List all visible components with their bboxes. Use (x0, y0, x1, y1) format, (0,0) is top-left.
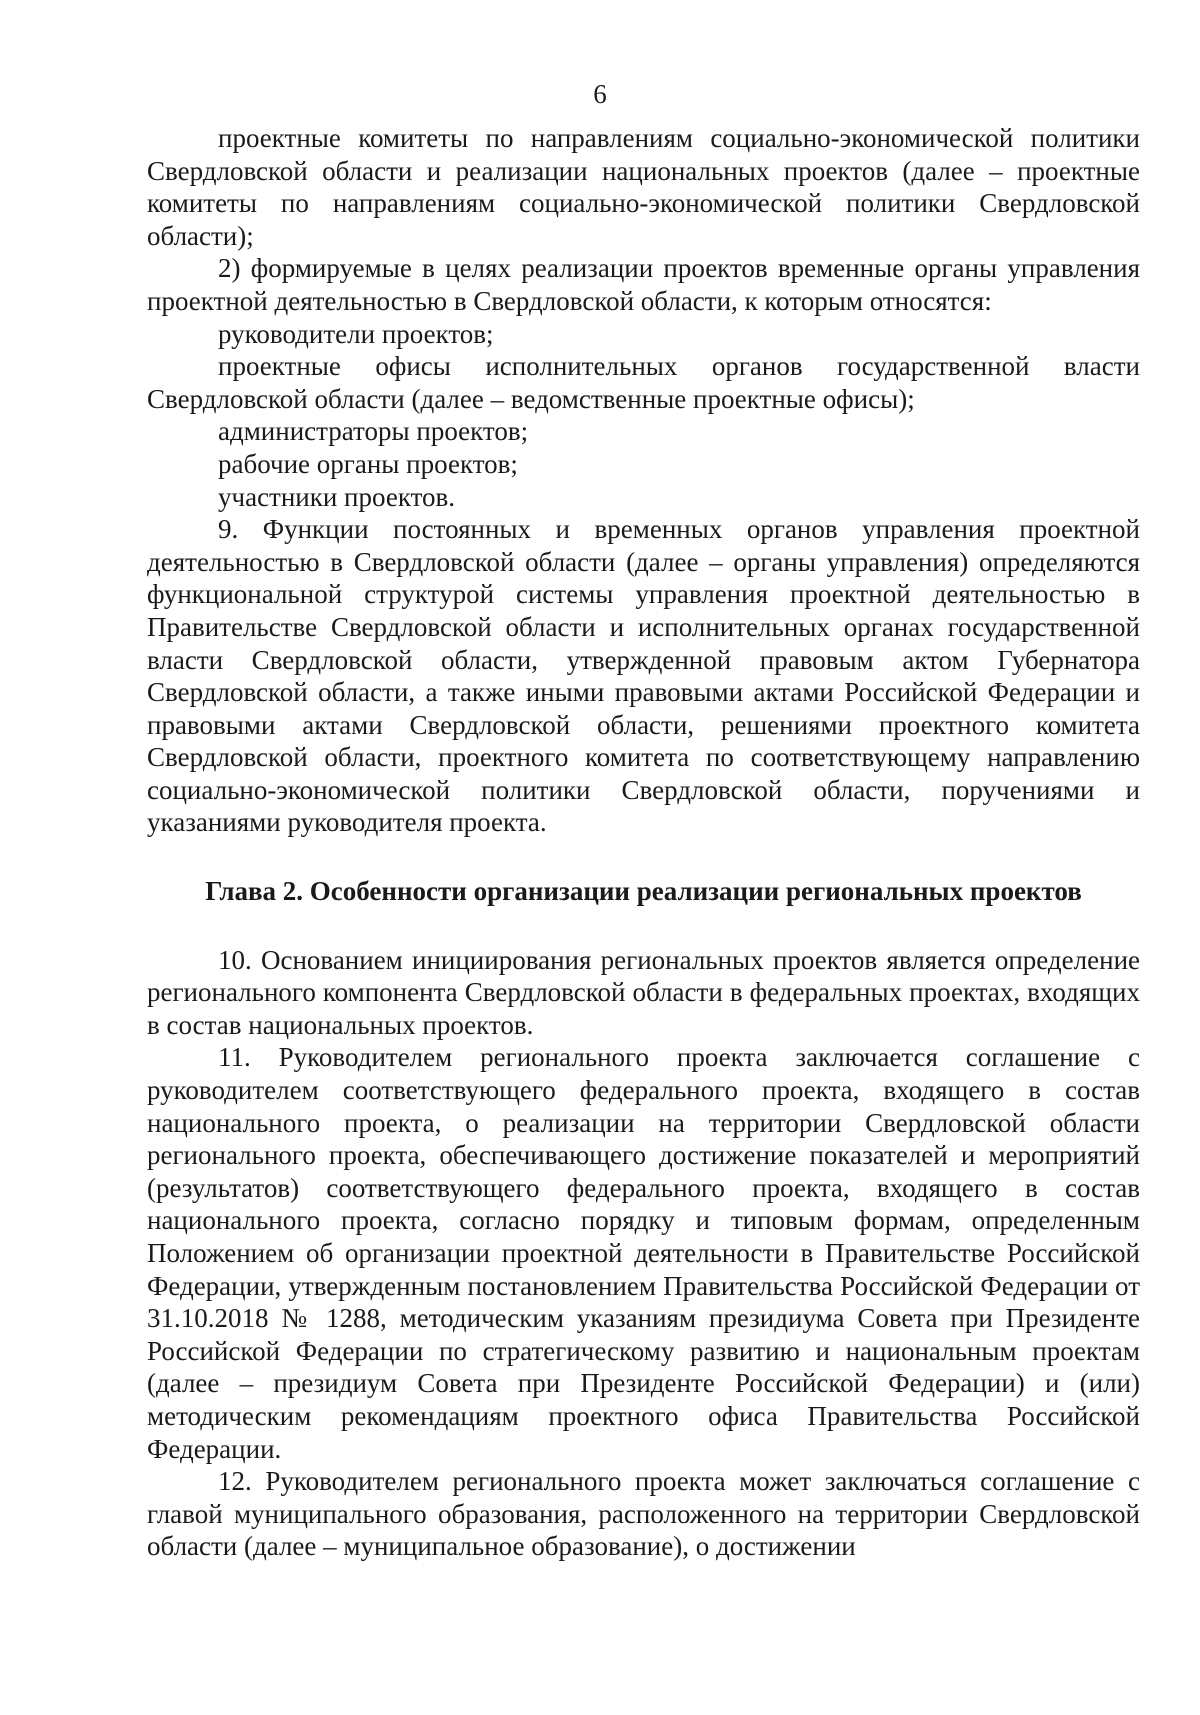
paragraph: проектные офисы исполнительных органов государственной власти Свердловской области (далее – ведомственные проектные офисы); (147, 351, 1140, 414)
paragraph: 11. Руководителем регионального проекта заключается соглашение с руководителем соответствующего федерального проекта, входящего в состав национального проекта, о реализации на территории Свердловской области регионального проекта, обеспечивающего достижение показателей и мероприятий (результатов) соответствующего федерального проекта, входящего в состав национального проекта, согласно порядку и типовым формам, определенным Положением об организации проектной деятельности в Правительстве Российской Федерации, утвержденным постановлением Правительства Российской Федерации от 31.10.2018 № 1288, методическим указаниям президиума Совета при Президенте Российской Федерации по стратегическому развитию и национальным проектам (далее – президиум Совета при Президенте Российской Федерации) и (или) методическим рекомендациям проектного офиса Правительства Российской Федерации. (147, 1042, 1140, 1464)
document-body (147, 122, 1140, 1563)
paragraph: 12. Руководителем регионального проекта может заключаться соглашение с главой муниципального образования, расположенного на территории Свердловской области (далее – муниципальное образование), о достижении (147, 1466, 1140, 1562)
paragraph: 9. Функции постоянных и временных органов управления проектной деятельностью в Свердловской области (далее – органы управления) определяются функциональной структурой системы управления проектной деятельностью в Правительстве Свердловской области и исполнительных органах государственной власти Свердловской области, утвержденной правовым актом Губернатора Свердловской области, а также иными правовыми актами Российской Федерации и правовыми актами Свердловской области, решениями проектного комитета Свердловской области, проектного комитета по соответствующему направлению социально-экономической политики Свердловской области, поручениями и указаниями руководителя проекта. (147, 514, 1140, 838)
paragraph: проектные комитеты по направлениям социально-экономической политики Свердловской области и реализации национальных проектов (далее – проектные комитеты по направлениям социально-экономической политики Свердловской области); (147, 123, 1140, 251)
paragraph: участники проектов. (218, 481, 456, 512)
paragraph: 2) формируемые в целях реализации проектов временные органы управления проектной деятельностью в Свердловской области, к которым относятся: (147, 253, 1140, 316)
paragraph: руководители проектов; (218, 318, 494, 349)
page-number: 6 (593, 79, 607, 109)
chapter-title: Глава 2. Особенности организации реализации региональных проектов (205, 876, 1082, 907)
paragraph: 10. Основанием инициирования региональных проектов является определение регионального компонента Свердловской области в федеральных проектах, входящих в состав национальных проектов. (147, 944, 1140, 1040)
paragraph: рабочие органы проектов; (218, 448, 518, 479)
paragraph: администраторы проектов; (218, 416, 529, 447)
